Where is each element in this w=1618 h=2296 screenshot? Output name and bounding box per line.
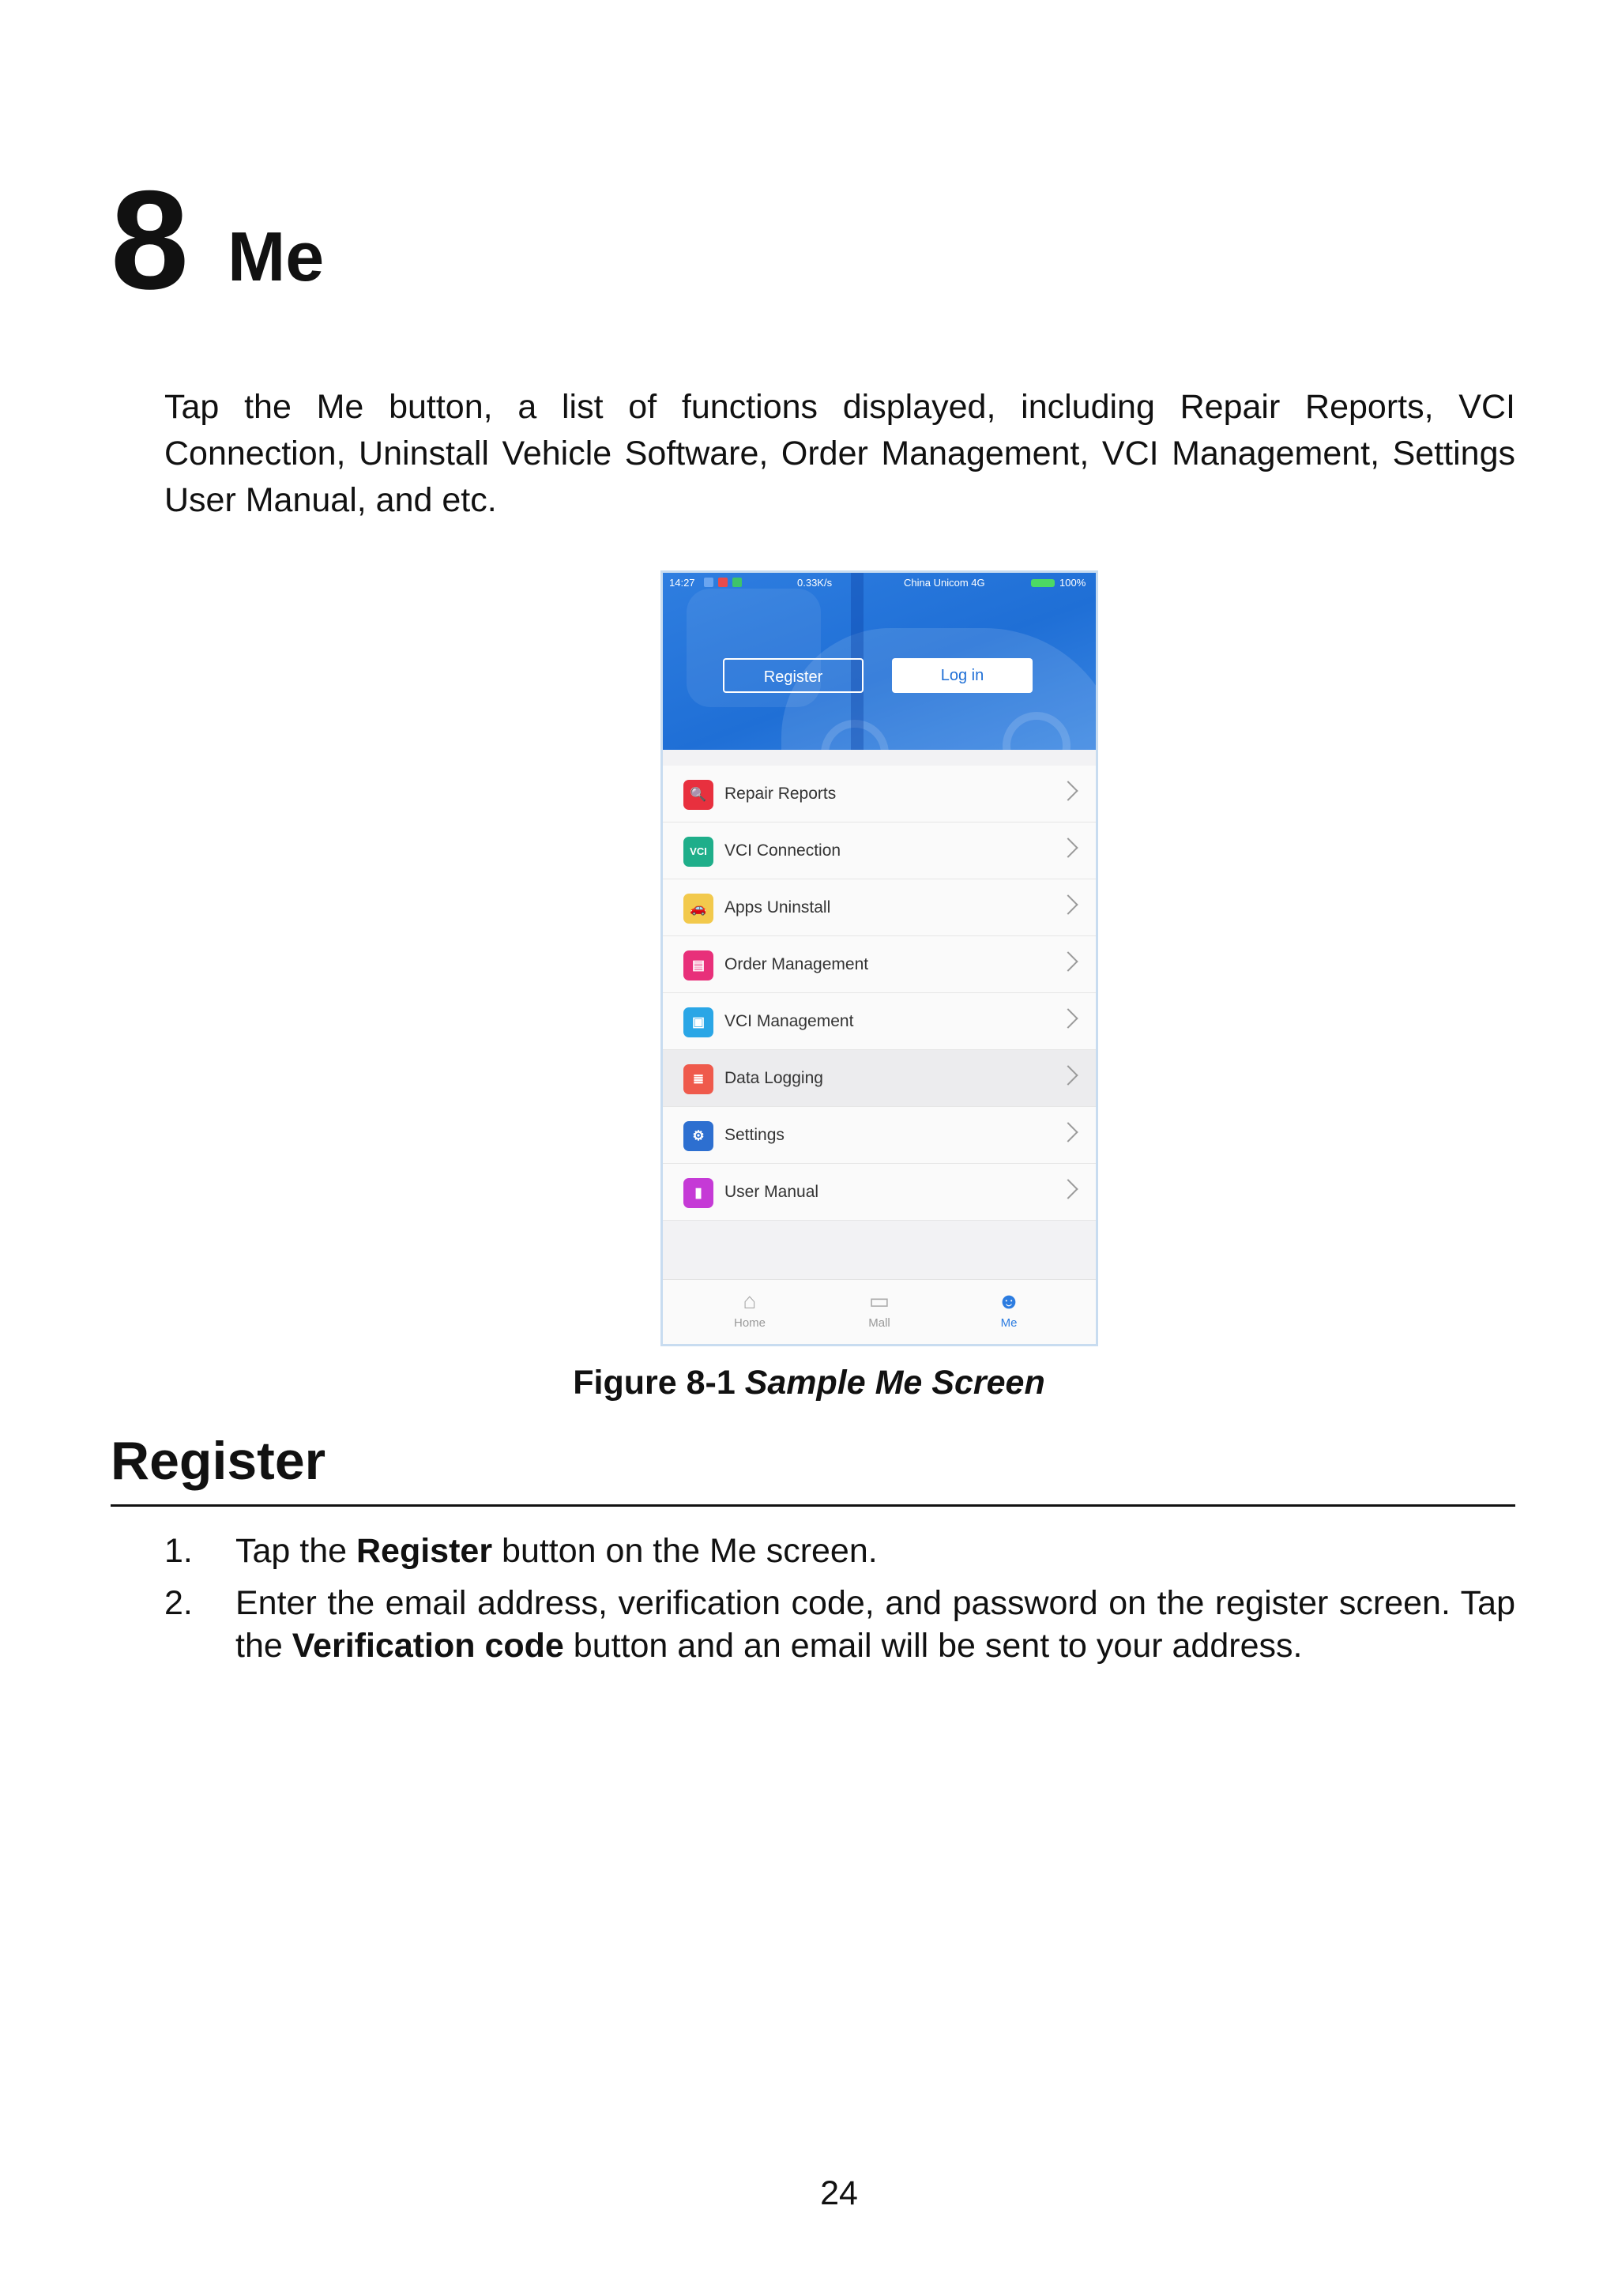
notification-icons [704, 578, 742, 587]
car-icon: 🚗 [683, 894, 713, 924]
chapter-number: 8 [111, 161, 189, 318]
register-button[interactable]: Register [723, 658, 864, 693]
book-icon: ▮ [683, 1178, 713, 1208]
step-emphasis: Register [356, 1532, 493, 1570]
tab-label: Me [1000, 1316, 1018, 1330]
menu-item[interactable] [663, 1107, 1096, 1164]
order-icon: ▤ [683, 950, 713, 981]
login-button[interactable]: Log in [892, 658, 1033, 693]
notification-icon [732, 578, 742, 587]
chevron-right-icon [1058, 1008, 1078, 1028]
status-speed: 0.33K/s [797, 577, 833, 589]
menu-item[interactable] [663, 936, 1096, 993]
header-banner [663, 573, 1096, 750]
status-bar [663, 573, 1096, 593]
step-text: button and an email will be sent to your address. [563, 1627, 1303, 1665]
steps-list [164, 1530, 1515, 1677]
menu-item[interactable] [663, 766, 1096, 822]
chevron-right-icon [1058, 894, 1078, 914]
menu-item-label: Apps Uninstall [724, 898, 831, 917]
notification-icon [718, 578, 728, 587]
chevron-right-icon [1058, 781, 1078, 800]
menu-item[interactable] [663, 1050, 1096, 1107]
notification-icon [704, 578, 713, 587]
step-number: 2. [164, 1584, 193, 1622]
step-number: 1. [164, 1532, 193, 1570]
home-tab[interactable] [702, 1280, 797, 1345]
chapter-title: Me [228, 217, 325, 295]
chevron-right-icon [1058, 1179, 1078, 1199]
menu-item[interactable] [663, 879, 1096, 936]
mall-tab[interactable] [832, 1280, 927, 1345]
step-text: Tap the [235, 1532, 356, 1570]
menu-item-label: VCI Management [724, 1012, 854, 1030]
repair-report-icon: 🔍 [683, 780, 713, 810]
status-battery: 100% [1059, 577, 1086, 589]
step-item [164, 1582, 1515, 1667]
intro-paragraph: Tap the Me button, a list of functions displayed, including Repair Reports, VCI Connection, Uninstall Vehicle Software, Order Management, VCI Management, Settings User Manual, and etc. [164, 388, 1515, 519]
gear-icon: ⚙ [683, 1121, 713, 1151]
step-text: Enter the email address, verification code, and password on the register screen. Tap the [235, 1584, 1515, 1665]
page-number: 24 [820, 2174, 858, 2212]
chevron-right-icon [1058, 1065, 1078, 1085]
status-carrier: China Unicom 4G [904, 577, 985, 589]
tab-label: Mall [868, 1316, 890, 1330]
phone-screenshot [660, 570, 1098, 1346]
step-emphasis: Verification code [292, 1627, 564, 1665]
step-item [164, 1530, 1515, 1572]
menu-item-label: Order Management [724, 955, 869, 973]
data-logging-icon: ≣ [683, 1064, 713, 1094]
figure-caption [0, 1364, 1618, 1402]
menu-item-label: User Manual [724, 1183, 819, 1201]
mall-icon: ▭ [868, 1289, 890, 1313]
caption-prefix: Figure 8-1 [573, 1364, 745, 1402]
me-tab[interactable] [961, 1280, 1056, 1345]
chevron-right-icon [1058, 837, 1078, 857]
menu-item[interactable] [663, 1164, 1096, 1221]
menu-item-label: Repair Reports [724, 785, 837, 803]
menu-item-label: VCI Connection [724, 841, 841, 860]
menu-item[interactable] [663, 993, 1096, 1050]
section-title: Register [111, 1431, 326, 1491]
chevron-right-icon [1058, 951, 1078, 971]
me-menu [663, 766, 1096, 1221]
vci-icon: VCI [683, 837, 713, 867]
caption-title: Sample Me Screen [744, 1364, 1045, 1402]
status-time: 14:27 [669, 577, 695, 589]
profile-icon: ☻ [997, 1289, 1021, 1313]
menu-item[interactable] [663, 822, 1096, 879]
menu-item-label: Data Logging [724, 1069, 823, 1087]
home-icon: ⌂ [743, 1289, 757, 1313]
section-divider [111, 1504, 1515, 1507]
menu-item-label: Settings [724, 1126, 785, 1144]
chevron-right-icon [1058, 1122, 1078, 1142]
bottom-tab-bar [663, 1279, 1096, 1345]
step-text: button on the Me screen. [492, 1532, 878, 1570]
battery-icon [1031, 579, 1055, 587]
vci-management-icon: ▣ [683, 1007, 713, 1037]
tab-label: Home [733, 1316, 766, 1330]
